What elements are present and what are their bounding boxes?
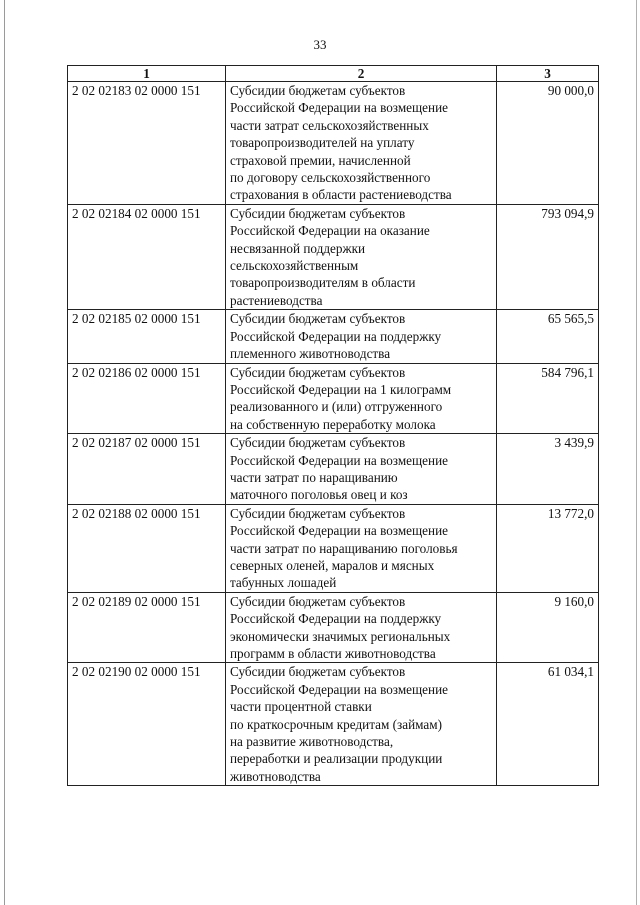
description-cell xyxy=(226,663,497,786)
description-line: Российской Федерации на поддержку xyxy=(230,611,442,627)
column-header-code: 1 xyxy=(68,66,226,82)
description-cell xyxy=(226,504,497,592)
table-row xyxy=(68,592,599,663)
table-row xyxy=(68,663,599,786)
description-line: северных оленей, маралов и мясных xyxy=(230,557,435,573)
budget-code-cell: 2 02 02185 02 0000 151 xyxy=(68,310,226,363)
description-cell xyxy=(226,204,497,309)
table-row xyxy=(68,82,599,205)
description-line: на развитие животноводства, xyxy=(230,734,394,750)
description-line: страховой премии, начисленной xyxy=(230,152,411,168)
description-line: Субсидии бюджетам субъектов xyxy=(230,593,406,609)
amount-cell: 90 000,0 xyxy=(497,82,599,205)
amount-cell: 3 439,9 xyxy=(497,434,599,505)
description-line: переработки и реализации продукции xyxy=(230,751,443,767)
description-line: товаропроизводителям в области xyxy=(230,275,416,291)
page-number: 33 xyxy=(313,37,327,52)
description-line: Российской Федерации на возмещение xyxy=(230,452,448,468)
description-line: части затрат по наращиванию поголовья xyxy=(230,540,458,556)
description-line: Субсидии бюджетам субъектов xyxy=(230,83,406,98)
description-line: табунных лошадей xyxy=(230,575,337,591)
description-line: животноводства xyxy=(230,768,321,784)
description-line: по договору сельскохозяйственного xyxy=(230,170,431,186)
description-cell xyxy=(226,82,497,205)
scan-edge-left xyxy=(4,0,5,905)
description-cell xyxy=(226,592,497,663)
description-line: Российской Федерации на 1 килограмм xyxy=(230,381,452,397)
description-line: Субсидии бюджетам субъектов xyxy=(230,364,406,380)
description-line: по краткосрочным кредитам (займам) xyxy=(230,716,442,732)
description-line: растениеводства xyxy=(230,292,323,308)
description-line: несвязанной поддержки xyxy=(230,240,366,256)
description-line: Российской Федерации на возмещение xyxy=(230,681,448,697)
description-line: Субсидии бюджетам субъектов xyxy=(230,664,406,680)
description-line: Субсидии бюджетам субъектов xyxy=(230,205,406,221)
budget-code-cell: 2 02 02184 02 0000 151 xyxy=(68,204,226,309)
description-line: Российской Федерации на поддержку xyxy=(230,328,442,344)
amount-cell: 65 565,5 xyxy=(497,310,599,363)
description-line: части процентной ставки xyxy=(230,699,372,715)
amount-cell: 61 034,1 xyxy=(497,663,599,786)
budget-code-cell: 2 02 02189 02 0000 151 xyxy=(68,592,226,663)
budget-code-cell: 2 02 02188 02 0000 151 xyxy=(68,504,226,592)
description-line: Российской Федерации на возмещение xyxy=(230,100,448,116)
description-line: экономически значимых региональных xyxy=(230,628,451,644)
column-header-description: 2 xyxy=(226,66,497,82)
description-cell xyxy=(226,434,497,505)
description-line: программ в области животноводства xyxy=(230,646,436,661)
description-line: части затрат по наращиванию xyxy=(230,469,398,485)
description-line: сельскохозяйственным xyxy=(230,258,359,274)
table-row xyxy=(68,504,599,592)
table-row xyxy=(68,204,599,309)
table-row xyxy=(68,363,599,434)
description-line: части затрат сельскохозяйственных xyxy=(230,117,429,133)
description-line: Субсидии бюджетам субъектов xyxy=(230,505,406,521)
description-line: Субсидии бюджетам субъектов xyxy=(230,311,406,327)
amount-cell: 13 772,0 xyxy=(497,504,599,592)
description-line: реализованного и (или) отгруженного xyxy=(230,399,443,415)
description-line: маточного поголовья овец и коз xyxy=(230,487,408,503)
scan-edge-right xyxy=(636,0,637,905)
budget-code-cell: 2 02 02183 02 0000 151 xyxy=(68,82,226,205)
budget-table xyxy=(67,65,599,786)
column-header-amount: 3 xyxy=(497,66,599,82)
budget-code-cell: 2 02 02187 02 0000 151 xyxy=(68,434,226,505)
table-row xyxy=(68,434,599,505)
description-line: Российской Федерации на возмещение xyxy=(230,523,448,539)
amount-cell: 584 796,1 xyxy=(497,363,599,434)
budget-code-cell: 2 02 02190 02 0000 151 xyxy=(68,663,226,786)
budget-code-cell: 2 02 02186 02 0000 151 xyxy=(68,363,226,434)
table-row xyxy=(68,310,599,363)
description-line: товаропроизводителей на уплату xyxy=(230,135,415,151)
description-line: племенного животноводства xyxy=(230,346,391,362)
description-cell xyxy=(226,363,497,434)
table-body xyxy=(68,82,599,786)
amount-cell: 9 160,0 xyxy=(497,592,599,663)
header-row xyxy=(68,66,599,82)
amount-cell: 793 094,9 xyxy=(497,204,599,309)
description-line: на собственную переработку молока xyxy=(230,416,436,432)
description-line: Субсидии бюджетам субъектов xyxy=(230,435,406,451)
description-cell xyxy=(226,310,497,363)
description-line: Российской Федерации на оказание xyxy=(230,223,430,239)
description-line: страхования в области растениеводства xyxy=(230,187,452,203)
